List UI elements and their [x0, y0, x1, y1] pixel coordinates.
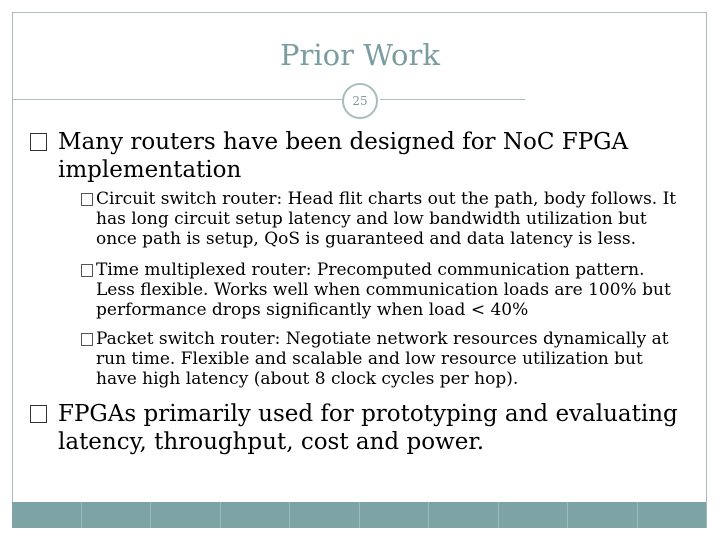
- square-bullet-icon: [81, 333, 93, 346]
- bullet-text: Circuit switch router: Head flit charts out the path, body follows. It has long circuit setup latency and low bandwidth utilization but once path is setup, QoS is guaranteed and data latency is less.: [96, 189, 677, 249]
- bullet-text: Time multiplexed router: Precomputed communication pattern. Less flexible. Works well when communication loads are 100% but performance drops significantly when load < 40%: [96, 260, 671, 320]
- slide-number-badge: 25: [342, 83, 378, 119]
- bullet-text: Many routers have been designed for NoC FPGA implementation: [58, 129, 629, 183]
- slide-title: Prior Work: [280, 38, 440, 72]
- bullet-level2: [81, 329, 686, 389]
- square-bullet-icon: [81, 264, 93, 277]
- bullet-level1: [30, 400, 695, 456]
- bullet-level2: [81, 260, 686, 320]
- square-bullet-icon: [30, 133, 47, 151]
- square-bullet-icon: [81, 193, 93, 206]
- bullet-text: Packet switch router: Negotiate network resources dynamically at run time. Flexible and scalable and low resource utilization but have high latency (about 8 clock cycles per hop).: [96, 329, 669, 389]
- footer-segments: [12, 502, 707, 528]
- square-bullet-icon: [30, 405, 47, 423]
- bullet-text: FPGAs primarily used for prototyping and evaluating latency, throughput, cost and power.: [58, 401, 678, 455]
- bullet-level2: [81, 189, 686, 249]
- bullet-level1: [30, 128, 695, 184]
